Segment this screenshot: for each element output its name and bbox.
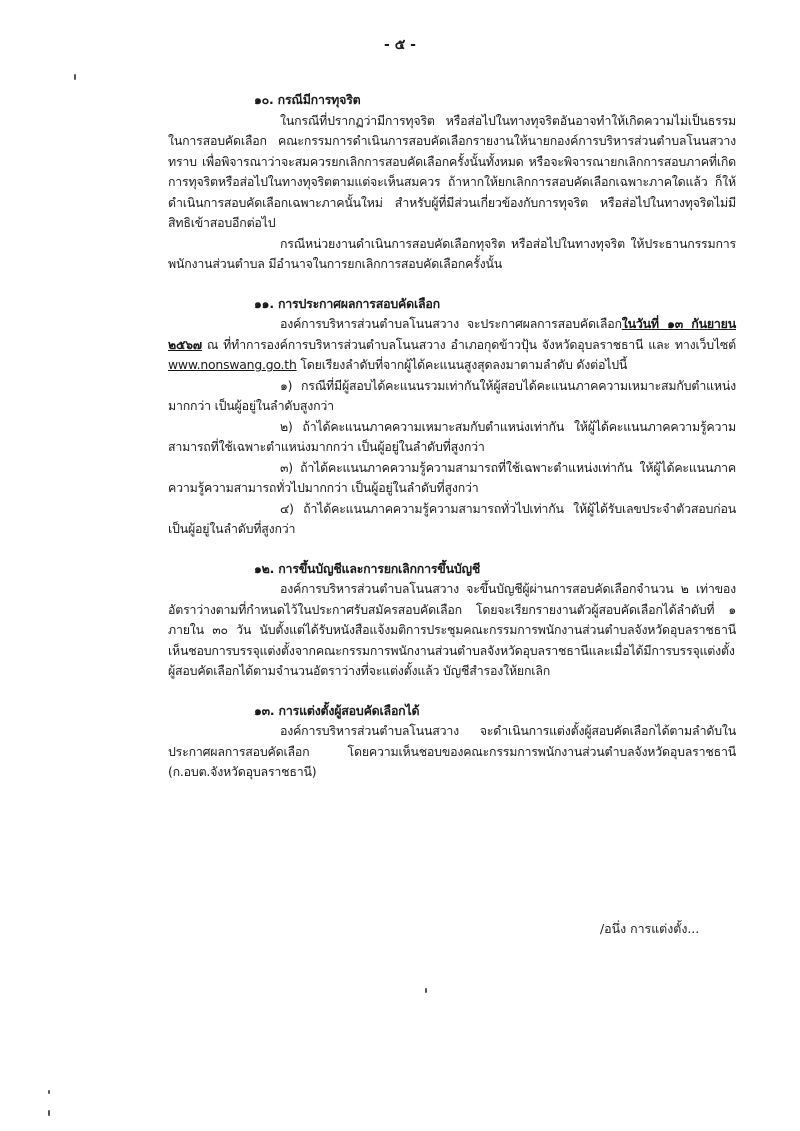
intro-text: องค์การบริหารส่วนตำบลโนนสวาง จะประกาศผลการสอบคัดเลือก <box>280 316 622 331</box>
section-12-account-listing <box>168 559 736 682</box>
list-item: ๔) ถ้าได้คะแนนภาคความรู้ความสามารถทั่วไปเท่ากัน ให้ผู้ได้รับเลขประจำตัวสอบก่อนเป็นผู้อยู่ในลำดับที่สูงกว่า <box>168 500 736 536</box>
paragraph: กรณีหน่วยงานดำเนินการสอบคัดเลือกทุจริต หรือส่อไปในทางทุจริต ให้ประธานกรรมการพนักงานส่วนตำบล มีอำนาจในการยกเลิกการสอบคัดเลือกครั้งนั้น <box>168 235 736 271</box>
scan-speck <box>48 1110 50 1116</box>
section-heading: ๑๐. กรณีมีการทุจริต <box>254 92 361 107</box>
paragraph: องค์การบริหารส่วนตำบลโนนสวาง จะขึ้นบัญชีผู้ผ่านการสอบคัดเลือกจำนวน ๒ เท่าของอัตราว่างตามที่กำหนดไว้ในประกาศรับสมัครสอบคัดเลือก โดยจะเรียกรายงานตัวผู้สอบคัดเลือกได้ลำดับที่ ๑ ภายใน ๓๐ วัน นับตั้งแต่ได้รับหนังสือแจ้งมติการประชุมคณะกรรมการพนักงานส่วนตำบลจังหวัดอุบลราชธานี เห็นชอบการบรรจุแต่งตั้งจากคณะกรรมการพนักงานส่วนตำบลจังหวัดอุบลราชธานีและเมื่อได้มีการบรรจุแต่งตั้งผู้สอบคัดเลือกได้ตามจำนวนอัตราว่างที่จะแต่งตั้งแล้ว บัญชีสำรองให้ยกเลิก <box>168 581 736 678</box>
paragraph: ในกรณีที่ปรากฏว่ามีการทุจริต หรือส่อไปในทางทุจริตอันอาจทำให้เกิดความไม่เป็นธรรมในการสอบคัดเลือก คณะกรรมการดำเนินการสอบคัดเลือกรายงานให้นายกองค์การบริหารส่วนตำบลโนนสวาง ทราบ เพื่อพิจารณาว่าจะสมควรยกเลิกการสอบคัดเลือกครั้งนั้นทั้งหมด หรือจะพิจารณายกเลิกการสอบภาคที่เกิดการทุจริตหรือส่อไปในทางทุจริตตามแต่จะเห็นสมควร ถ้าหากให้ยกเลิกการสอบคัดเลือกเฉพาะภาคใดแล้ว ก็ให้ดำเนินการสอบคัดเลือกเฉพาะภาคนั้นใหม่ สำหรับผู้ที่มีส่วนเกี่ยวข้องกับการทุจริต หรือส่อไปในทางทุจริตไม่มีสิทธิเข้าสอบอีกต่อไป <box>168 112 736 230</box>
continuation-note: /อนึ่ง การแต่งตั้ง... <box>600 921 700 936</box>
section-heading: ๑๑. การประกาศผลการสอบคัดเลือก <box>254 295 440 311</box>
website-link[interactable]: www.nonswang.go.th <box>168 357 297 372</box>
page-number: - ๕ - <box>384 37 416 53</box>
paragraph: องค์การบริหารส่วนตำบลโนนสวาง จะดำเนินการแต่งตั้งผู้สอบคัดเลือกได้ตามลำดับในประกาศผลการสอบคัดเลือก โดยความเห็นชอบของคณะกรรมการพนักงานส่วนตำบลจังหวัดอุบลราชธานี (ก.อบต.จังหวัดอุบลราชธานี) <box>168 723 736 779</box>
scan-speck <box>425 988 427 993</box>
section-heading: ๑๓. การแต่งตั้งผู้สอบคัดเลือกได้ <box>254 702 420 718</box>
scan-speck <box>74 74 76 80</box>
intro-text: โดยเรียงลำดับที่จากผู้ได้คะแนนสูงสุดลงมาตามลำดับ ดังต่อไปนี้ <box>296 357 628 372</box>
announcement-date: ในวันที่ ๑๓ กันยายน ๒๕๖๗ <box>168 316 736 352</box>
list-item: ๑) กรณีที่มีผู้สอบได้คะแนนรวมเท่ากันให้ผู้สอบได้คะแนนภาคความเหมาะสมกับตำแหน่งมากกว่า เป็นผู้อยู่ในลำดับสูงกว่า <box>168 377 736 413</box>
section-10-corruption <box>168 90 736 275</box>
list-item: ๓) ถ้าได้คะแนนภาคความรู้ความสามารถที่ใช้เฉพาะตำแหน่งเท่ากัน ให้ผู้ได้คะแนนภาคความรู้ความสามารถทั่วไปมากกว่า เป็นผู้อยู่ในลำดับที่สูงกว่า <box>168 459 736 495</box>
section-11-results-announcement <box>168 294 736 540</box>
list-item: ๒) ถ้าได้คะแนนภาคความเหมาะสมกับตำแหน่งเท่ากัน ให้ผู้ได้คะแนนภาคความรู้ความสามารถที่ใช้เฉพาะตำแหน่งมากกว่า เป็นผู้อยู่ในลำดับที่สูงกว่า <box>168 418 736 454</box>
section-heading: ๑๒. การขึ้นบัญชีและการยกเลิกการขึ้นบัญชี <box>254 560 481 576</box>
intro-text: ณ ที่ทำการองค์การบริหารส่วนตำบลโนนสวาง อำเภอกุดข้าวปุ้น จังหวัดอุบลราชธานี และ ทางเว็บไซต์ <box>201 336 736 352</box>
section-13-appointment <box>168 701 736 783</box>
scan-speck <box>48 1090 50 1094</box>
document-body <box>168 90 736 802</box>
paragraph <box>168 314 736 376</box>
